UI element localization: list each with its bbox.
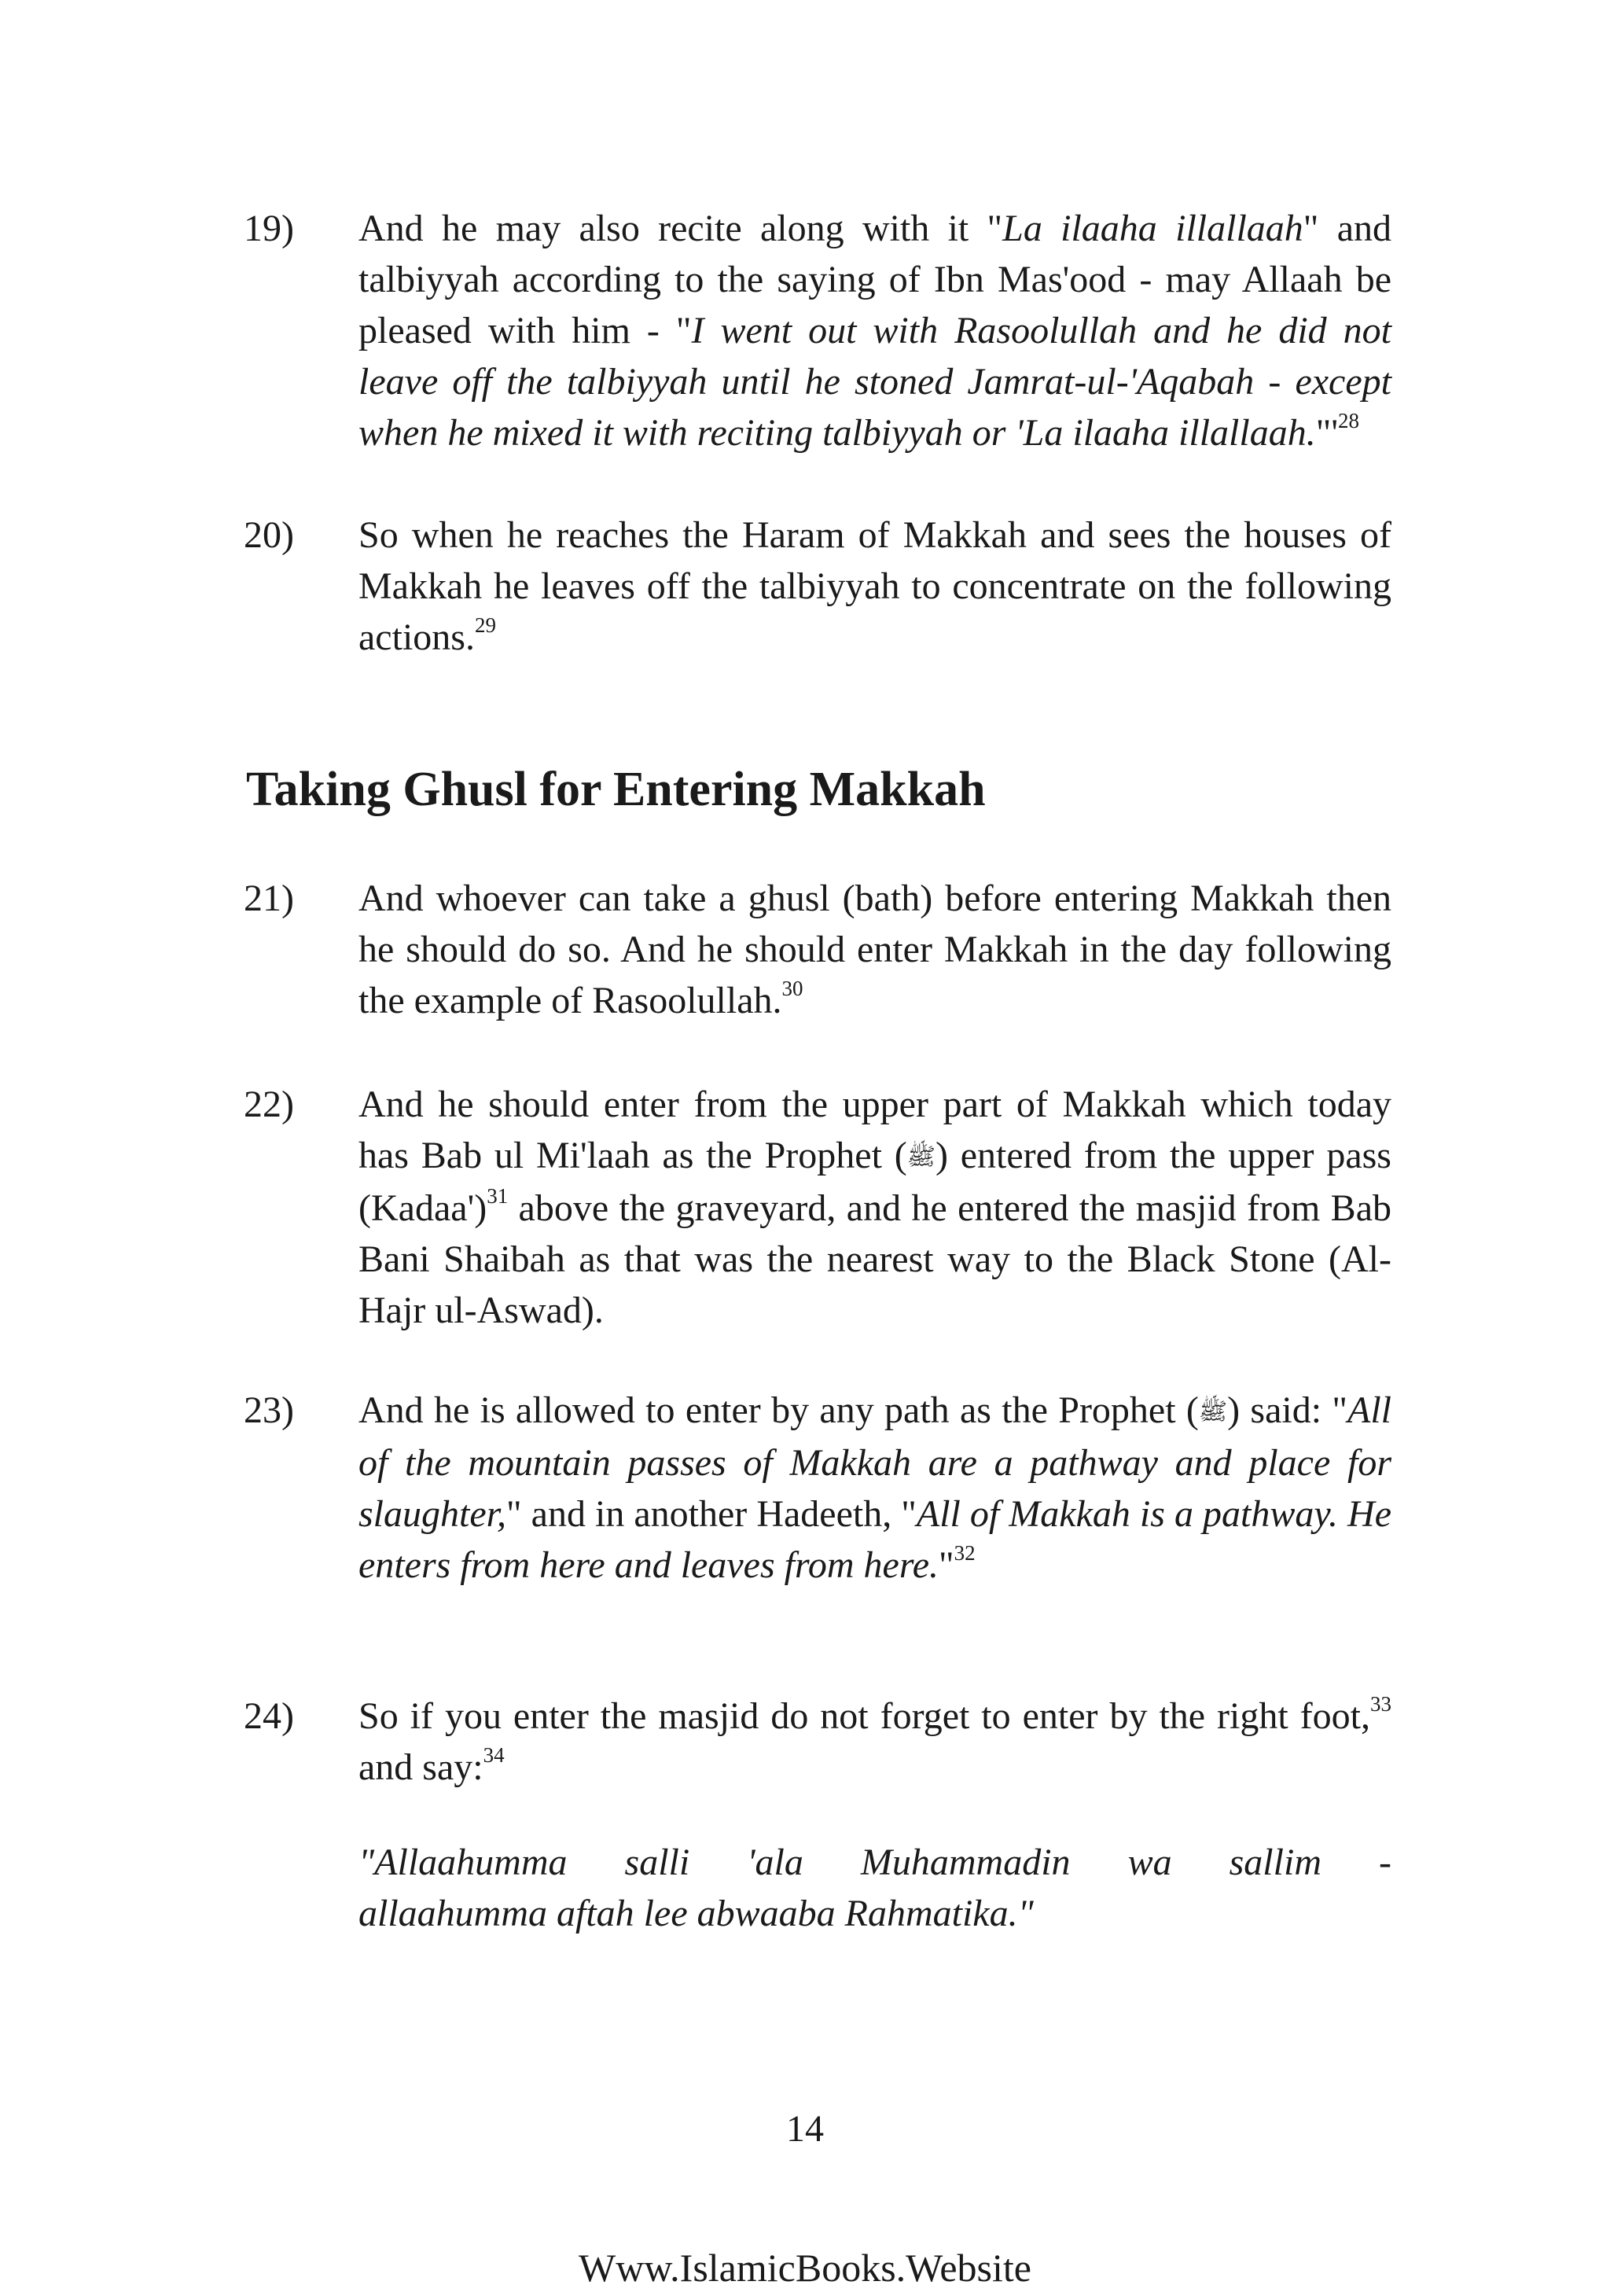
dua-line: allaahumma aftah lee abwaaba Rahmatika." [358,1893,1034,1934]
item-text: So when he reaches the Haram of Makkah and sees the houses of Makkah he leaves off the talbiyyah to concentrate on the following actions.$^{29}$ [358,514,1391,658]
dua-line: "Allaahumma salli 'ala Muhammadin wa sallim - [358,1842,1391,1883]
list-item-19 [244,203,1391,510]
list-item-22 [244,1079,1391,1338]
list-item-21 [244,873,1391,1030]
footnote-ref: 28 [1337,409,1359,432]
item-text: So if you enter the masjid do not forget to enter by the right foot,$^{33}$ and say:$^{34}$ [358,1692,1391,1788]
item-number: 22) [244,1084,294,1125]
footnote-ref: 31 [487,1184,509,1208]
footnote-ref: 29 [474,613,496,637]
item-number: 21) [244,878,294,919]
website-footer: Www.IslamicBooks.Website [579,2246,1031,2290]
footnote-ref: 34 [483,1743,505,1767]
item-number: 20) [244,514,294,556]
dua-quote [358,1837,1391,1939]
footnote-ref: 33 [1370,1692,1391,1716]
item-number: 19) [244,208,294,249]
list-item-23 [244,1385,1391,1644]
salutation-symbol: ﷺ [1198,1398,1228,1426]
section-heading: Taking Ghusl for Entering Makkah [246,763,986,816]
item-text: And he should enter from the upper part of Makkah which today has Bab ul Mi'laah as the Prophet (ﷺ) entered from the upper pass (Kadaa')$^{31}$ above the graveyard, and he entered the masjid from Bab Bani Shaibah as that was the nearest way to the Black Stone (Al-Hajr ul-Aswad). [358,1084,1391,1331]
item-text: And whoever can take a ghusl (bath) before entering Makkah then he should do so. And he should enter Makkah in the day following the example of Rasoolullah.$^{30}$ [358,878,1391,1021]
item-number: 24) [244,1695,294,1737]
list-item-20 [244,510,1391,667]
footnote-ref: 32 [954,1541,976,1565]
item-text: And he may also recite along with it "La ilaaha illallaah" and talbiyyah according to the saying of Ibn Mas'ood - may Allaah be pleased with him - "I went out with Rasoolullah and he did not leave off the talbiyyah until he stoned Jamrat-ul-'Aqabah - except when he mixed it with reciting talbiyyah or 'La ilaaha $illallaah."'^{28}$ [358,208,1392,454]
item-text: And he is allowed to enter by any path as the Prophet (ﷺ) said: "All of the mountain passes of Makkah are a pathway and place for slaughter," and in another Hadeeth, "All of Makkah is a pathway. He enters from here and leaves from here."$^{32}$ [358,1389,1392,1586]
page-number: 14 [786,2108,824,2150]
footnote-ref: 30 [781,977,803,1000]
salutation-symbol: ﷺ [906,1143,935,1171]
item-number: 23) [244,1389,294,1431]
list-item-24 [244,1691,1391,1801]
